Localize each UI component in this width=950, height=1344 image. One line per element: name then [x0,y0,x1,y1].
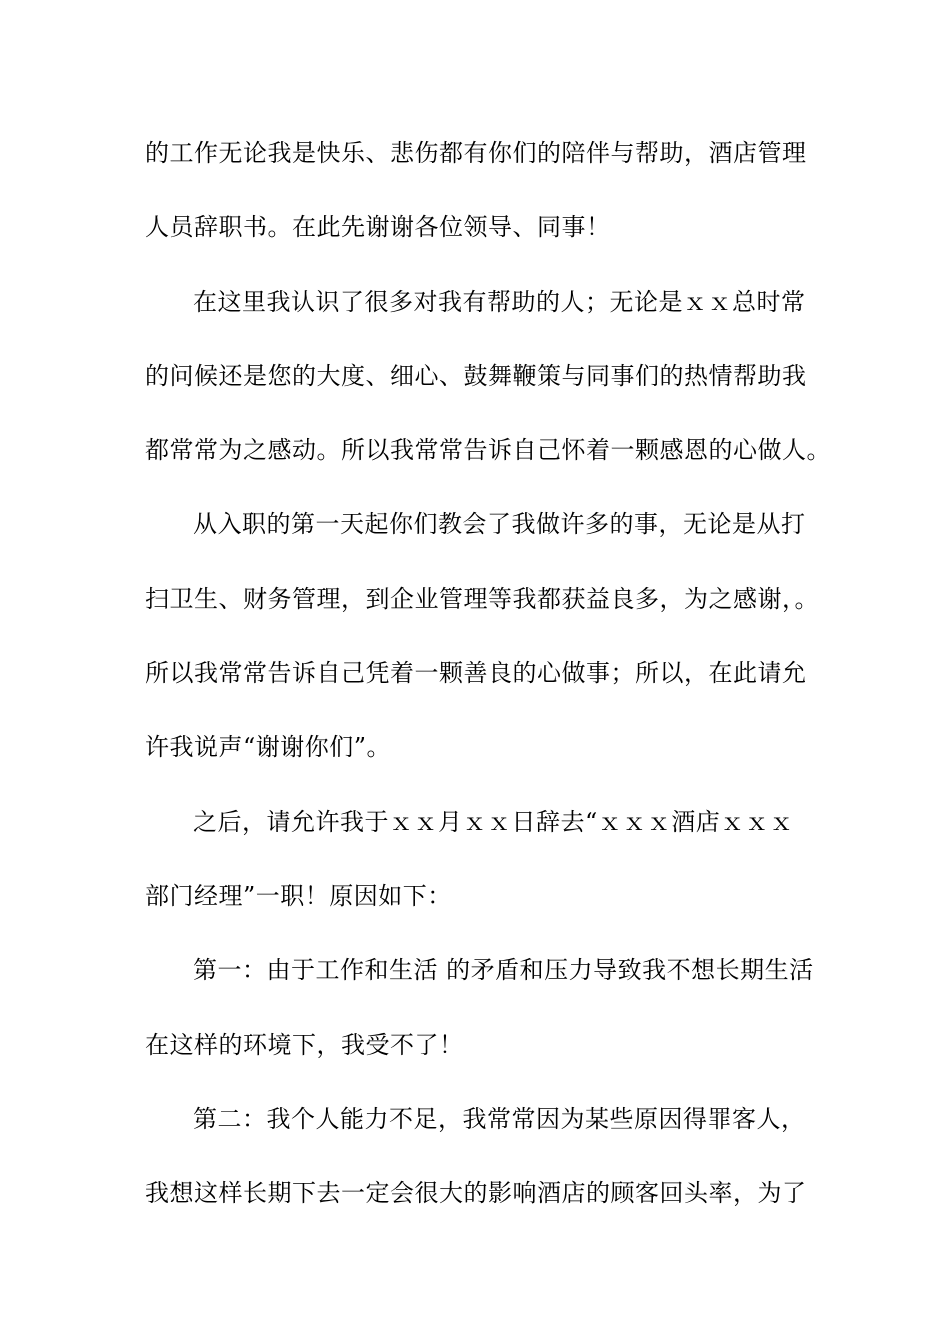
text-line: 都常常为之感动。所以我常常告诉自己怀着一颗感恩的心做人。 [145,436,831,464]
text-line: 许我说声“谢谢你们”。 [145,733,392,761]
paragraph-start-line: 之后，请允许我于ｘｘ月ｘｘ日辞去“ｘｘｘ酒店ｘｘｘ [193,808,794,836]
text-line: 扫卫生、财务管理，到企业管理等我都获益良多，为之感谢，。 [145,585,819,613]
text-line: 的问候还是您的大度、细心、鼓舞鞭策与同事们的热情帮助我 [145,362,807,390]
text-line: 部门经理”一职！原因如下： [145,882,452,910]
text-line: 在这样的环境下，我受不了！ [145,1031,464,1059]
text-line: 的工作无论我是快乐、悲伤都有你们的陪伴与帮助，酒店管理 [145,139,807,167]
paragraph-start-line: 从入职的第一天起你们教会了我做许多的事，无论是从打 [193,510,806,538]
text-line: 人员辞职书。在此先谢谢各位领导、同事！ [145,213,611,241]
paragraph-start-line: 第二：我个人能力不足，我常常因为某些原因得罪客人， [193,1105,806,1133]
text-line: 我想这样长期下去一定会很大的影响酒店的顾客回头率，为了 [145,1179,807,1207]
text-line: 所以我常常告诉自己凭着一颗善良的心做事；所以，在此请允 [145,659,807,687]
paragraph-start-line: 第一：由于工作和生活 的矛盾和压力导致我不想长期生活 [193,956,814,984]
paragraph-start-line: 在这里我认识了很多对我有帮助的人；无论是ｘｘ总时常 [193,288,806,316]
